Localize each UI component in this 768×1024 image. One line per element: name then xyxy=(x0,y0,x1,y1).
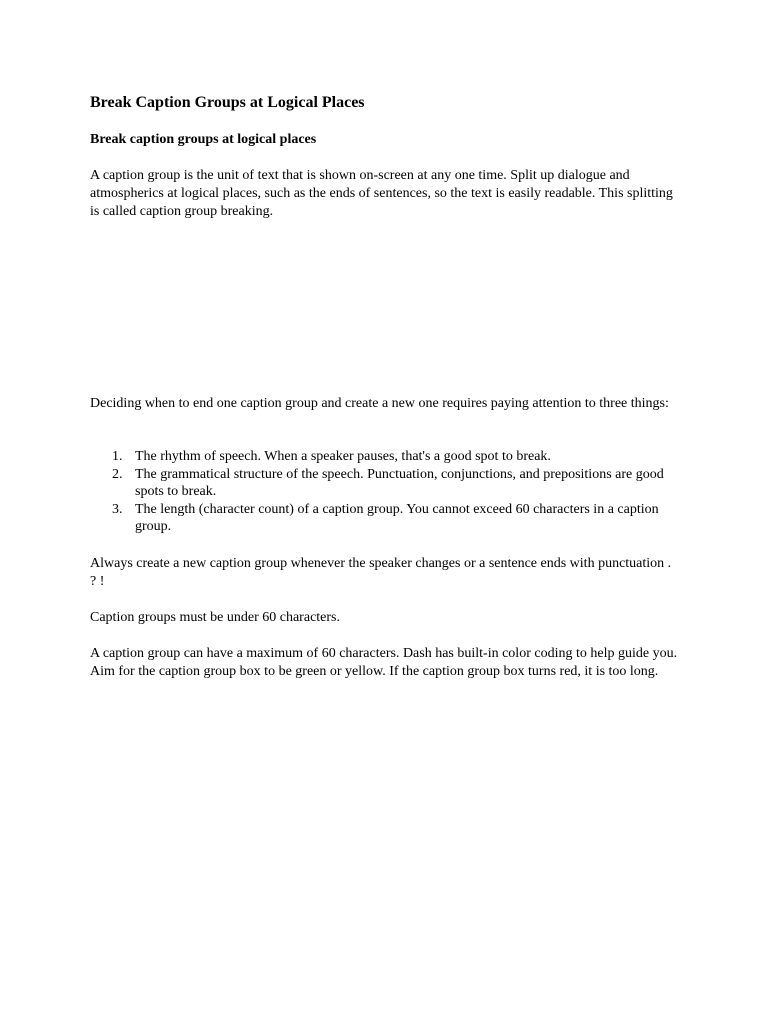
document-title: Break Caption Groups at Logical Places xyxy=(90,94,365,111)
list-item xyxy=(90,448,680,466)
deciding-paragraph: Deciding when to end one caption group and create a new one requires paying attention to three things: xyxy=(90,396,669,411)
intro-paragraph: A caption group is the unit of text that is shown on-screen at any one time. Split up dialogue and atmospherics at logical places, such as the ends of sentences, so the text is easily readable. This splitting is called caption group breaking. xyxy=(90,168,673,219)
limit-paragraph: Caption groups must be under 60 characters. xyxy=(90,610,340,625)
list-number: 3. xyxy=(112,501,123,517)
list-item xyxy=(90,466,680,501)
list-number: 1. xyxy=(112,449,123,464)
list-item-text: The grammatical structure of the speech. Punctuation, conjunctions, and prepositions are good spots to break. xyxy=(135,466,664,499)
always-paragraph: Always create a new caption group whenever the speaker changes or a sentence ends with punctuation . ? ! xyxy=(90,556,672,589)
section-heading: Break caption groups at logical places xyxy=(90,132,317,147)
list-item xyxy=(90,501,680,536)
maximum-paragraph: A caption group can have a maximum of 60 characters. Dash has built-in color coding to help guide you. Aim for the caption group box to be green or yellow. If the caption group box turns red, it is too long. xyxy=(90,646,678,679)
list-item-text: The rhythm of speech. When a speaker pauses, that's a good spot to break. xyxy=(135,449,551,464)
steps-list xyxy=(90,448,680,536)
list-item-text: The length (character count) of a caption group. You cannot exceed 60 characters in a caption group. xyxy=(135,501,659,534)
list-number: 2. xyxy=(112,466,123,482)
